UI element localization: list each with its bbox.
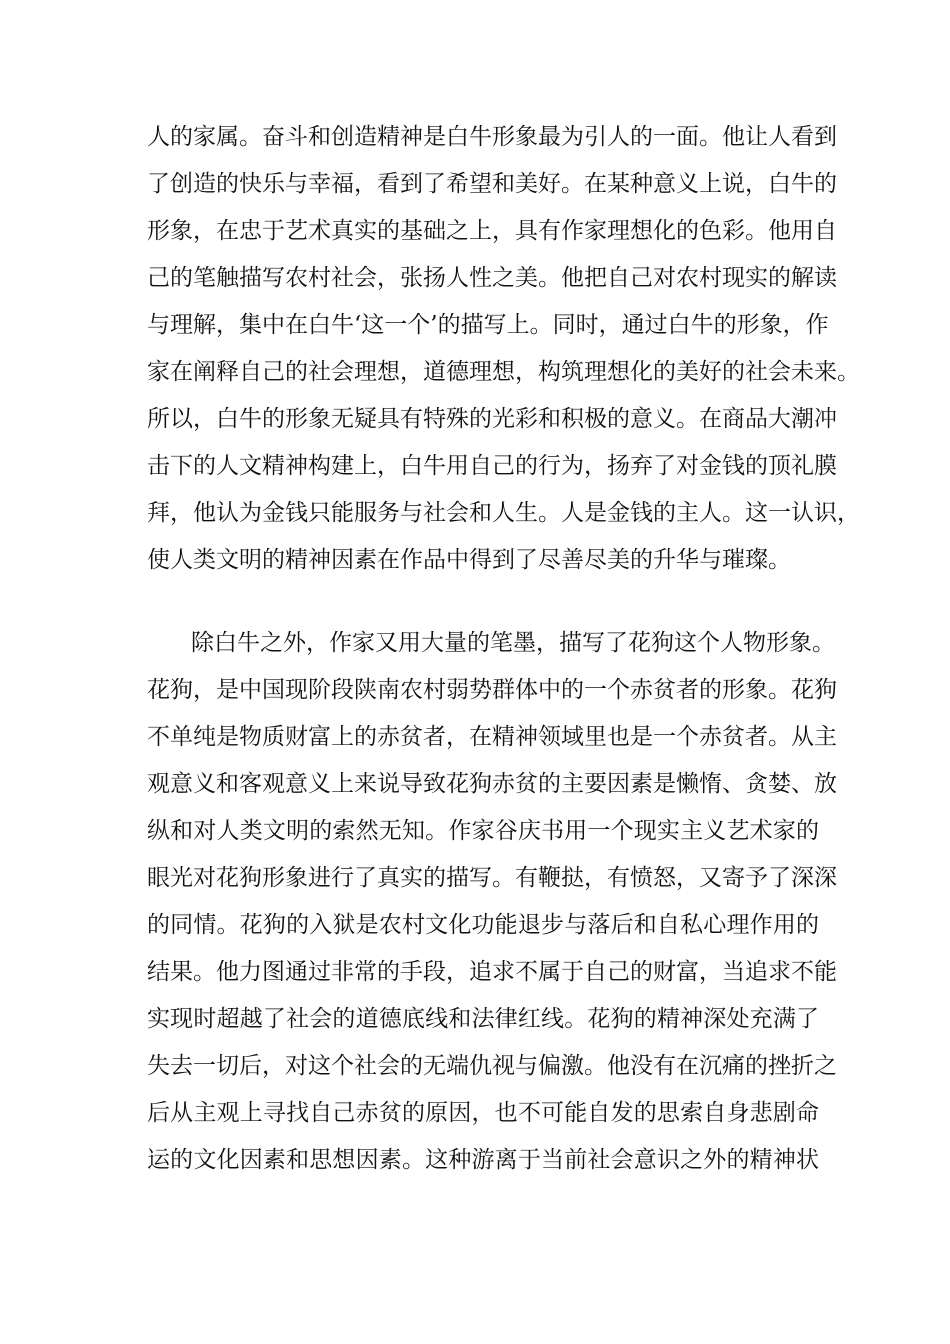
- text-line: 眼光对花狗形象进行了真实的描写。有鞭挞，有愤怒，又寄予了深深: [147, 865, 837, 891]
- text-line: 与理解，集中在白牛‘这一个’的描写上。同时，通过白牛的形象，作: [147, 312, 829, 338]
- text-line: 家在阐释自己的社会理想，道德理想，构筑理想化的美好的社会未来。: [147, 359, 860, 385]
- text-line: 运的文化因素和思想因素。这种游离于当前社会意识之外的精神状: [147, 1147, 819, 1173]
- text-line: 人的家属。奋斗和创造精神是白牛形象最为引人的一面。他让人看到: [147, 124, 837, 150]
- text-line: 己的笔触描写农村社会，张扬人性之美。他把自己对农村现实的解读: [147, 265, 837, 291]
- text-line: 实现时超越了社会的道德底线和法律红线。花狗的精神深处充满了: [147, 1006, 819, 1032]
- text-line: 纵和对人类文明的索然无知。作家谷庆书用一个现实主义艺术家的: [147, 818, 819, 844]
- text-line: 观意义和客观意义上来说导致花狗赤贫的主要因素是懒惰、贪婪、放: [147, 771, 837, 797]
- text-line: 了创造的快乐与幸福，看到了希望和美好。在某种意义上说，白牛的: [147, 171, 837, 197]
- text-line: 使人类文明的精神因素在作品中得到了尽善尽美的升华与璀璨。: [147, 547, 791, 573]
- text-line: 花狗，是中国现阶段陕南农村弱势群体中的一个赤贫者的形象。花狗: [147, 677, 837, 703]
- text-line: 的同情。花狗的入狱是农村文化功能退步与落后和自私心理作用的: [147, 912, 819, 938]
- paragraph-1: [147, 114, 860, 584]
- text-line: 所以，白牛的形象无疑具有特殊的光彩和积极的意义。在商品大潮冲: [147, 406, 837, 432]
- text-line: 形象，在忠于艺术真实的基础之上，具有作家理想化的色彩。他用自: [147, 218, 837, 244]
- text-line: 除白牛之外，作家又用大量的笔墨，描写了花狗这个人物形象。: [191, 630, 835, 656]
- text-line: 失去一切后，对这个社会的无端仇视与偏激。他没有在沉痛的挫折之: [147, 1053, 837, 1079]
- text-line: 拜，他认为金钱只能服务与社会和人生。人是金钱的主人。这一认识，: [147, 500, 860, 526]
- text-line: 击下的人文精神构建上，白牛用自己的行为，扬弃了对金钱的顶礼膜: [147, 453, 837, 479]
- text-line: 不单纯是物质财富上的赤贫者，在精神领域里也是一个赤贫者。从主: [147, 724, 837, 750]
- paragraph-2: [147, 620, 837, 1184]
- text-line: 后从主观上寻找自己赤贫的原因，也不可能自发的思索自身悲剧命: [147, 1100, 819, 1126]
- text-line: 结果。他力图通过非常的手段，追求不属于自己的财富，当追求不能: [147, 959, 837, 985]
